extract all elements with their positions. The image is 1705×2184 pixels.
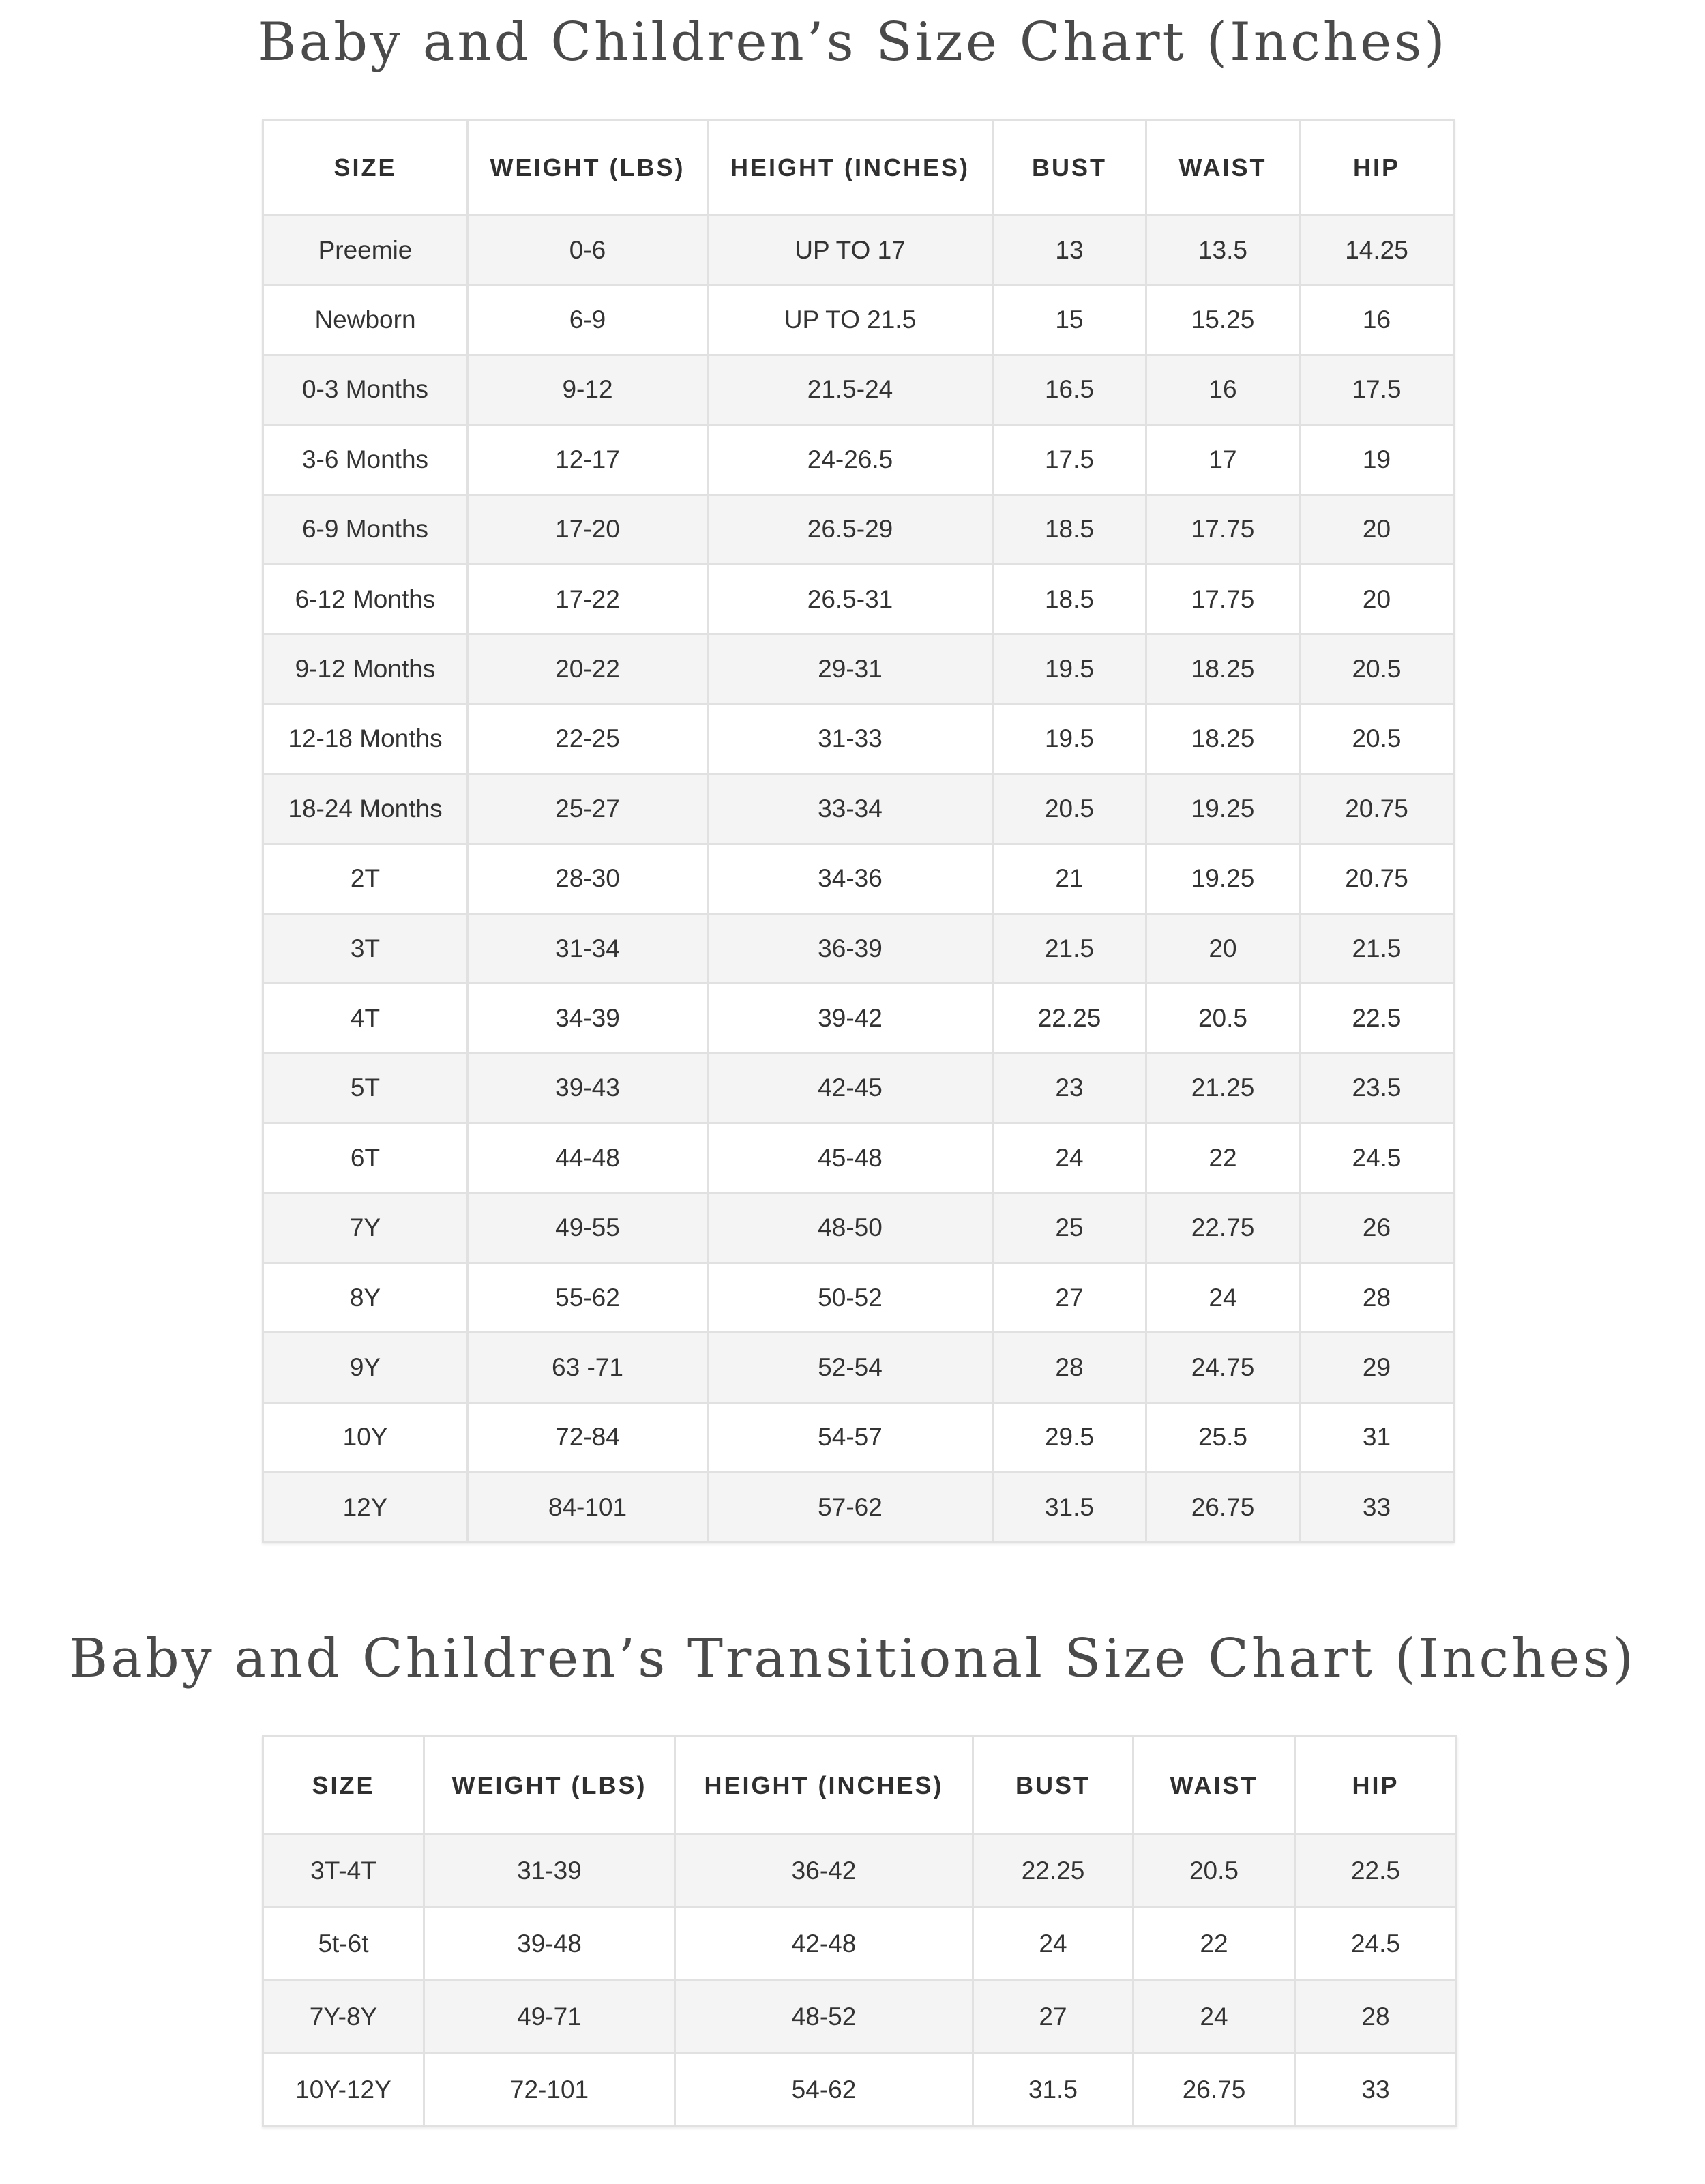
cell-hip: 19	[1300, 425, 1454, 495]
cell-bust: 31.5	[993, 1473, 1146, 1542]
cell-hip: 20.5	[1300, 704, 1454, 773]
table-row	[263, 844, 1454, 913]
cell-height-inches: 45-48	[708, 1123, 993, 1193]
table-row	[263, 425, 1454, 495]
cell-height-inches: 36-39	[708, 913, 993, 983]
table-row	[263, 355, 1454, 424]
cell-hip: 22.5	[1300, 984, 1454, 1053]
cell-weight-lbs: 31-39	[424, 1835, 675, 1908]
cell-height-inches: 50-52	[708, 1263, 993, 1332]
cell-hip: 20.75	[1300, 774, 1454, 844]
table-row	[263, 1053, 1454, 1123]
cell-weight-lbs: 9-12	[468, 355, 708, 424]
cell-height-inches: 34-36	[708, 844, 993, 913]
column-header-waist: WAIST	[1146, 120, 1300, 216]
table-row	[263, 2054, 1457, 2127]
cell-hip: 23.5	[1300, 1053, 1454, 1123]
cell-weight-lbs: 6-9	[468, 285, 708, 355]
cell-weight-lbs: 72-84	[468, 1402, 708, 1472]
cell-size: Newborn	[263, 285, 468, 355]
cell-height-inches: 48-52	[675, 1981, 973, 2054]
cell-weight-lbs: 44-48	[468, 1123, 708, 1193]
cell-waist: 24.75	[1146, 1333, 1300, 1402]
cell-hip: 29	[1300, 1333, 1454, 1402]
cell-waist: 22	[1146, 1123, 1300, 1193]
cell-weight-lbs: 25-27	[468, 774, 708, 844]
cell-height-inches: 21.5-24	[708, 355, 993, 424]
cell-waist: 19.25	[1146, 774, 1300, 844]
table-header	[263, 1737, 1457, 1835]
table-row	[263, 774, 1454, 844]
cell-hip: 31	[1300, 1402, 1454, 1472]
table-body	[263, 216, 1454, 1542]
cell-waist: 21.25	[1146, 1053, 1300, 1123]
cell-size: 10Y	[263, 1402, 468, 1472]
cell-waist: 18.25	[1146, 634, 1300, 704]
cell-size: 3T-4T	[263, 1835, 424, 1908]
cell-bust: 27	[993, 1263, 1146, 1332]
cell-bust: 27	[973, 1981, 1133, 2054]
table-row	[263, 704, 1454, 773]
cell-size: 7Y-8Y	[263, 1981, 424, 2054]
cell-weight-lbs: 0-6	[468, 216, 708, 285]
cell-size: 3-6 Months	[263, 425, 468, 495]
cell-weight-lbs: 55-62	[468, 1263, 708, 1332]
cell-height-inches: 31-33	[708, 704, 993, 773]
cell-waist: 19.25	[1146, 844, 1300, 913]
size-chart-title: Baby and Children’s Size Chart (Inches)	[257, 12, 1448, 73]
table-row	[263, 1123, 1454, 1193]
cell-hip: 24.5	[1300, 1123, 1454, 1193]
cell-height-inches: 48-50	[708, 1193, 993, 1263]
cell-weight-lbs: 31-34	[468, 913, 708, 983]
table-row	[263, 1835, 1457, 1908]
cell-waist: 17.75	[1146, 495, 1300, 564]
cell-height-inches: 52-54	[708, 1333, 993, 1402]
cell-hip: 14.25	[1300, 216, 1454, 285]
cell-size: 12Y	[263, 1473, 468, 1542]
cell-weight-lbs: 72-101	[424, 2054, 675, 2127]
column-header-hip: HIP	[1295, 1737, 1457, 1835]
table-row	[263, 1193, 1454, 1263]
cell-size: 3T	[263, 913, 468, 983]
table-row	[263, 1333, 1454, 1402]
column-header-bust: BUST	[993, 120, 1146, 216]
cell-bust: 25	[993, 1193, 1146, 1263]
cell-height-inches: 42-45	[708, 1053, 993, 1123]
cell-waist: 17.75	[1146, 564, 1300, 634]
cell-bust: 19.5	[993, 634, 1146, 704]
cell-waist: 24	[1146, 1263, 1300, 1332]
cell-size: 0-3 Months	[263, 355, 468, 424]
cell-weight-lbs: 49-71	[424, 1981, 675, 2054]
cell-bust: 23	[993, 1053, 1146, 1123]
cell-height-inches: 39-42	[708, 984, 993, 1053]
table-row	[263, 216, 1454, 285]
cell-height-inches: 29-31	[708, 634, 993, 704]
cell-waist: 26.75	[1133, 2054, 1295, 2127]
cell-bust: 31.5	[973, 2054, 1133, 2127]
cell-weight-lbs: 39-48	[424, 1908, 675, 1981]
cell-waist: 25.5	[1146, 1402, 1300, 1472]
cell-hip: 20	[1300, 564, 1454, 634]
table-row	[263, 285, 1454, 355]
cell-size: 6T	[263, 1123, 468, 1193]
cell-size: 5T	[263, 1053, 468, 1123]
table-header	[263, 120, 1454, 216]
cell-height-inches: 42-48	[675, 1908, 973, 1981]
size-chart-table	[262, 119, 1455, 1543]
cell-waist: 16	[1146, 355, 1300, 424]
cell-hip: 16	[1300, 285, 1454, 355]
cell-height-inches: 26.5-29	[708, 495, 993, 564]
cell-weight-lbs: 63 -71	[468, 1333, 708, 1402]
cell-size: 9-12 Months	[263, 634, 468, 704]
cell-hip: 33	[1295, 2054, 1457, 2127]
cell-hip: 28	[1295, 1981, 1457, 2054]
cell-hip: 20.75	[1300, 844, 1454, 913]
cell-weight-lbs: 84-101	[468, 1473, 708, 1542]
cell-hip: 17.5	[1300, 355, 1454, 424]
header-row	[263, 1737, 1457, 1835]
cell-height-inches: 26.5-31	[708, 564, 993, 634]
cell-size: 8Y	[263, 1263, 468, 1332]
cell-size: 12-18 Months	[263, 704, 468, 773]
cell-size: 2T	[263, 844, 468, 913]
cell-waist: 15.25	[1146, 285, 1300, 355]
cell-waist: 20.5	[1133, 1835, 1295, 1908]
cell-waist: 18.25	[1146, 704, 1300, 773]
cell-bust: 24	[973, 1908, 1133, 1981]
transitional-size-chart-table	[262, 1735, 1457, 2127]
cell-bust: 29.5	[993, 1402, 1146, 1472]
cell-weight-lbs: 22-25	[468, 704, 708, 773]
cell-hip: 20	[1300, 495, 1454, 564]
cell-hip: 26	[1300, 1193, 1454, 1263]
cell-height-inches: 54-62	[675, 2054, 973, 2127]
cell-bust: 17.5	[993, 425, 1146, 495]
cell-hip: 33	[1300, 1473, 1454, 1542]
cell-bust: 16.5	[993, 355, 1146, 424]
cell-bust: 24	[993, 1123, 1146, 1193]
table-row	[263, 1981, 1457, 2054]
column-header-bust: BUST	[973, 1737, 1133, 1835]
cell-weight-lbs: 12-17	[468, 425, 708, 495]
cell-height-inches: 54-57	[708, 1402, 993, 1472]
cell-waist: 24	[1133, 1981, 1295, 2054]
cell-bust: 28	[993, 1333, 1146, 1402]
cell-size: 6-9 Months	[263, 495, 468, 564]
cell-weight-lbs: 17-22	[468, 564, 708, 634]
cell-bust: 18.5	[993, 564, 1146, 634]
cell-bust: 21.5	[993, 913, 1146, 983]
cell-waist: 20	[1146, 913, 1300, 983]
cell-hip: 21.5	[1300, 913, 1454, 983]
column-header-waist: WAIST	[1133, 1737, 1295, 1835]
cell-waist: 26.75	[1146, 1473, 1300, 1542]
cell-bust: 13	[993, 216, 1146, 285]
cell-height-inches: 24-26.5	[708, 425, 993, 495]
cell-height-inches: UP TO 21.5	[708, 285, 993, 355]
cell-height-inches: 57-62	[708, 1473, 993, 1542]
column-header-hip: HIP	[1300, 120, 1454, 216]
column-header-size: SIZE	[263, 1737, 424, 1835]
cell-waist: 22	[1133, 1908, 1295, 1981]
cell-size: 10Y-12Y	[263, 2054, 424, 2127]
table-row	[263, 564, 1454, 634]
table-row	[263, 495, 1454, 564]
cell-size: 9Y	[263, 1333, 468, 1402]
cell-weight-lbs: 39-43	[468, 1053, 708, 1123]
table-row	[263, 913, 1454, 983]
cell-weight-lbs: 17-20	[468, 495, 708, 564]
cell-height-inches: 33-34	[708, 774, 993, 844]
cell-size: Preemie	[263, 216, 468, 285]
transitional-size-chart-title: Baby and Children’s Transitional Size Chart (Inches)	[68, 1628, 1637, 1689]
cell-weight-lbs: 28-30	[468, 844, 708, 913]
cell-size: 4T	[263, 984, 468, 1053]
table-row	[263, 1402, 1454, 1472]
cell-weight-lbs: 34-39	[468, 984, 708, 1053]
cell-bust: 22.25	[993, 984, 1146, 1053]
table-row	[263, 1263, 1454, 1332]
table-body	[263, 1835, 1457, 2127]
cell-size: 18-24 Months	[263, 774, 468, 844]
cell-size: 6-12 Months	[263, 564, 468, 634]
cell-hip: 22.5	[1295, 1835, 1457, 1908]
column-header-weight-lbs: WEIGHT (LBS)	[468, 120, 708, 216]
cell-waist: 20.5	[1146, 984, 1300, 1053]
cell-waist: 22.75	[1146, 1193, 1300, 1263]
cell-size: 7Y	[263, 1193, 468, 1263]
cell-waist: 13.5	[1146, 216, 1300, 285]
cell-hip: 24.5	[1295, 1908, 1457, 1981]
cell-bust: 18.5	[993, 495, 1146, 564]
column-header-weight-lbs: WEIGHT (LBS)	[424, 1737, 675, 1835]
column-header-size: SIZE	[263, 120, 468, 216]
cell-weight-lbs: 49-55	[468, 1193, 708, 1263]
cell-height-inches: 36-42	[675, 1835, 973, 1908]
cell-weight-lbs: 20-22	[468, 634, 708, 704]
cell-height-inches: UP TO 17	[708, 216, 993, 285]
cell-waist: 17	[1146, 425, 1300, 495]
cell-hip: 28	[1300, 1263, 1454, 1332]
table-row	[263, 634, 1454, 704]
table-row	[263, 984, 1454, 1053]
cell-size: 5t-6t	[263, 1908, 424, 1981]
cell-bust: 19.5	[993, 704, 1146, 773]
cell-hip: 20.5	[1300, 634, 1454, 704]
cell-bust: 15	[993, 285, 1146, 355]
table-row	[263, 1908, 1457, 1981]
column-header-height-inches: HEIGHT (INCHES)	[675, 1737, 973, 1835]
cell-bust: 20.5	[993, 774, 1146, 844]
cell-bust: 22.25	[973, 1835, 1133, 1908]
column-header-height-inches: HEIGHT (INCHES)	[708, 120, 993, 216]
cell-bust: 21	[993, 844, 1146, 913]
header-row	[263, 120, 1454, 216]
table-row	[263, 1473, 1454, 1542]
